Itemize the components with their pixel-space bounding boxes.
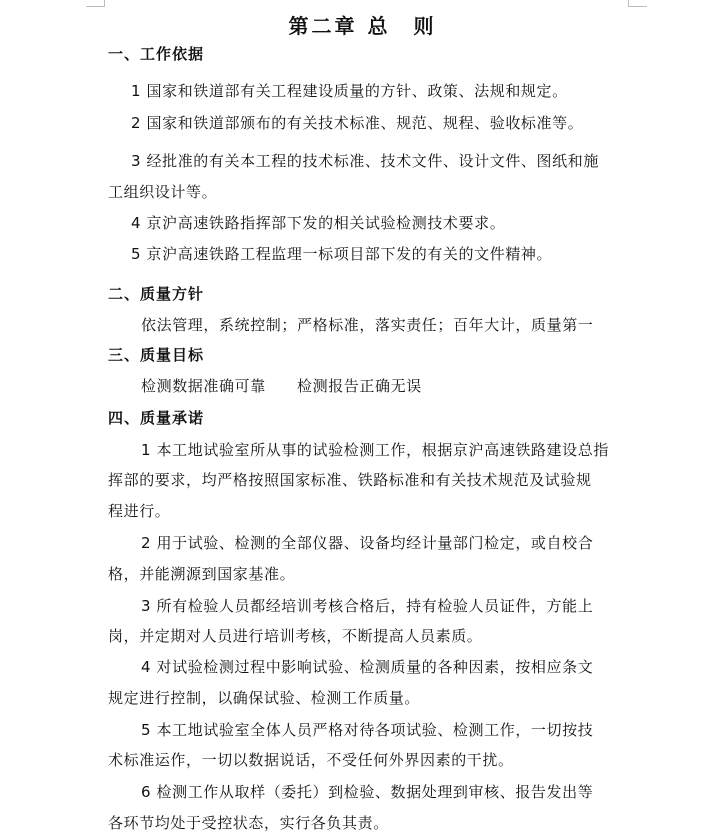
paragraph-line: 各环节均处于受控状态，实行各负其责。 — [108, 814, 389, 832]
paragraph-line: 依法管理，系统控制；严格标准，落实责任；百年大计，质量第一 — [141, 316, 594, 334]
paragraph-line: 岗，并定期对人员进行培训考核，不断提高人员素质。 — [108, 627, 483, 645]
paragraph-line: 4 京沪高速铁路指挥部下发的相关试验检测技术要求。 — [131, 214, 506, 232]
paragraph-line: 工组织设计等。 — [108, 183, 218, 201]
crop-mark-top-left — [86, 0, 105, 7]
paragraph-line: 1 国家和铁道部有关工程建设质量的方针、政策、法规和规定。 — [131, 82, 568, 100]
paragraph-line: 规定进行控制，以确保试验、检测工作质量。 — [108, 689, 421, 707]
paragraph-line: 6 检测工作从取样（委托）到检验、数据处理到审核、报告发出等 — [141, 783, 594, 801]
paragraph-line: 检测数据准确可靠 检测报告正确无误 — [141, 377, 422, 395]
section-heading-work-basis: 一、工作依据 — [108, 45, 205, 63]
paragraph-line: 挥部的要求，均严格按照国家标准、铁路标准和有关技术规范及试验规 — [108, 471, 592, 489]
section-heading-quality-goal: 三、质量目标 — [108, 346, 205, 364]
paragraph-line: 术标准运作，一切以数据说话，不受任何外界因素的干扰。 — [108, 751, 514, 769]
section-heading-quality-policy: 二、质量方针 — [108, 285, 205, 303]
paragraph-line: 5 本工地试验室全体人员严格对待各项试验、检测工作，一切按技 — [141, 721, 594, 739]
paragraph-line: 1 本工地试验室所从事的试验检测工作，根据京沪高速铁路建设总指 — [141, 441, 609, 459]
paragraph-line: 程进行。 — [108, 502, 171, 520]
paragraph-line: 5 京沪高速铁路工程监理一标项目部下发的有关的文件精神。 — [131, 245, 553, 263]
paragraph-line: 2 国家和铁道部颁布的有关技术标准、规范、规程、验收标准等。 — [131, 114, 584, 132]
paragraph-line: 4 对试验检测过程中影响试验、检测质量的各种因素，按相应条文 — [141, 658, 594, 676]
paragraph-line: 3 所有检验人员都经培训考核合格后，持有检验人员证件，方能上 — [141, 597, 594, 615]
paragraph-line: 3 经批准的有关本工程的技术标准、技术文件、设计文件、图纸和施 — [131, 152, 599, 170]
section-heading-quality-commitment: 四、质量承诺 — [108, 409, 205, 427]
chapter-title: 第二章 总 则 — [288, 14, 437, 38]
paragraph-line: 2 用于试验、检测的全部仪器、设备均经计量部门检定，或自校合 — [141, 534, 594, 552]
crop-mark-top-right — [628, 0, 647, 7]
paragraph-line: 格，并能溯源到国家基准。 — [108, 565, 296, 583]
